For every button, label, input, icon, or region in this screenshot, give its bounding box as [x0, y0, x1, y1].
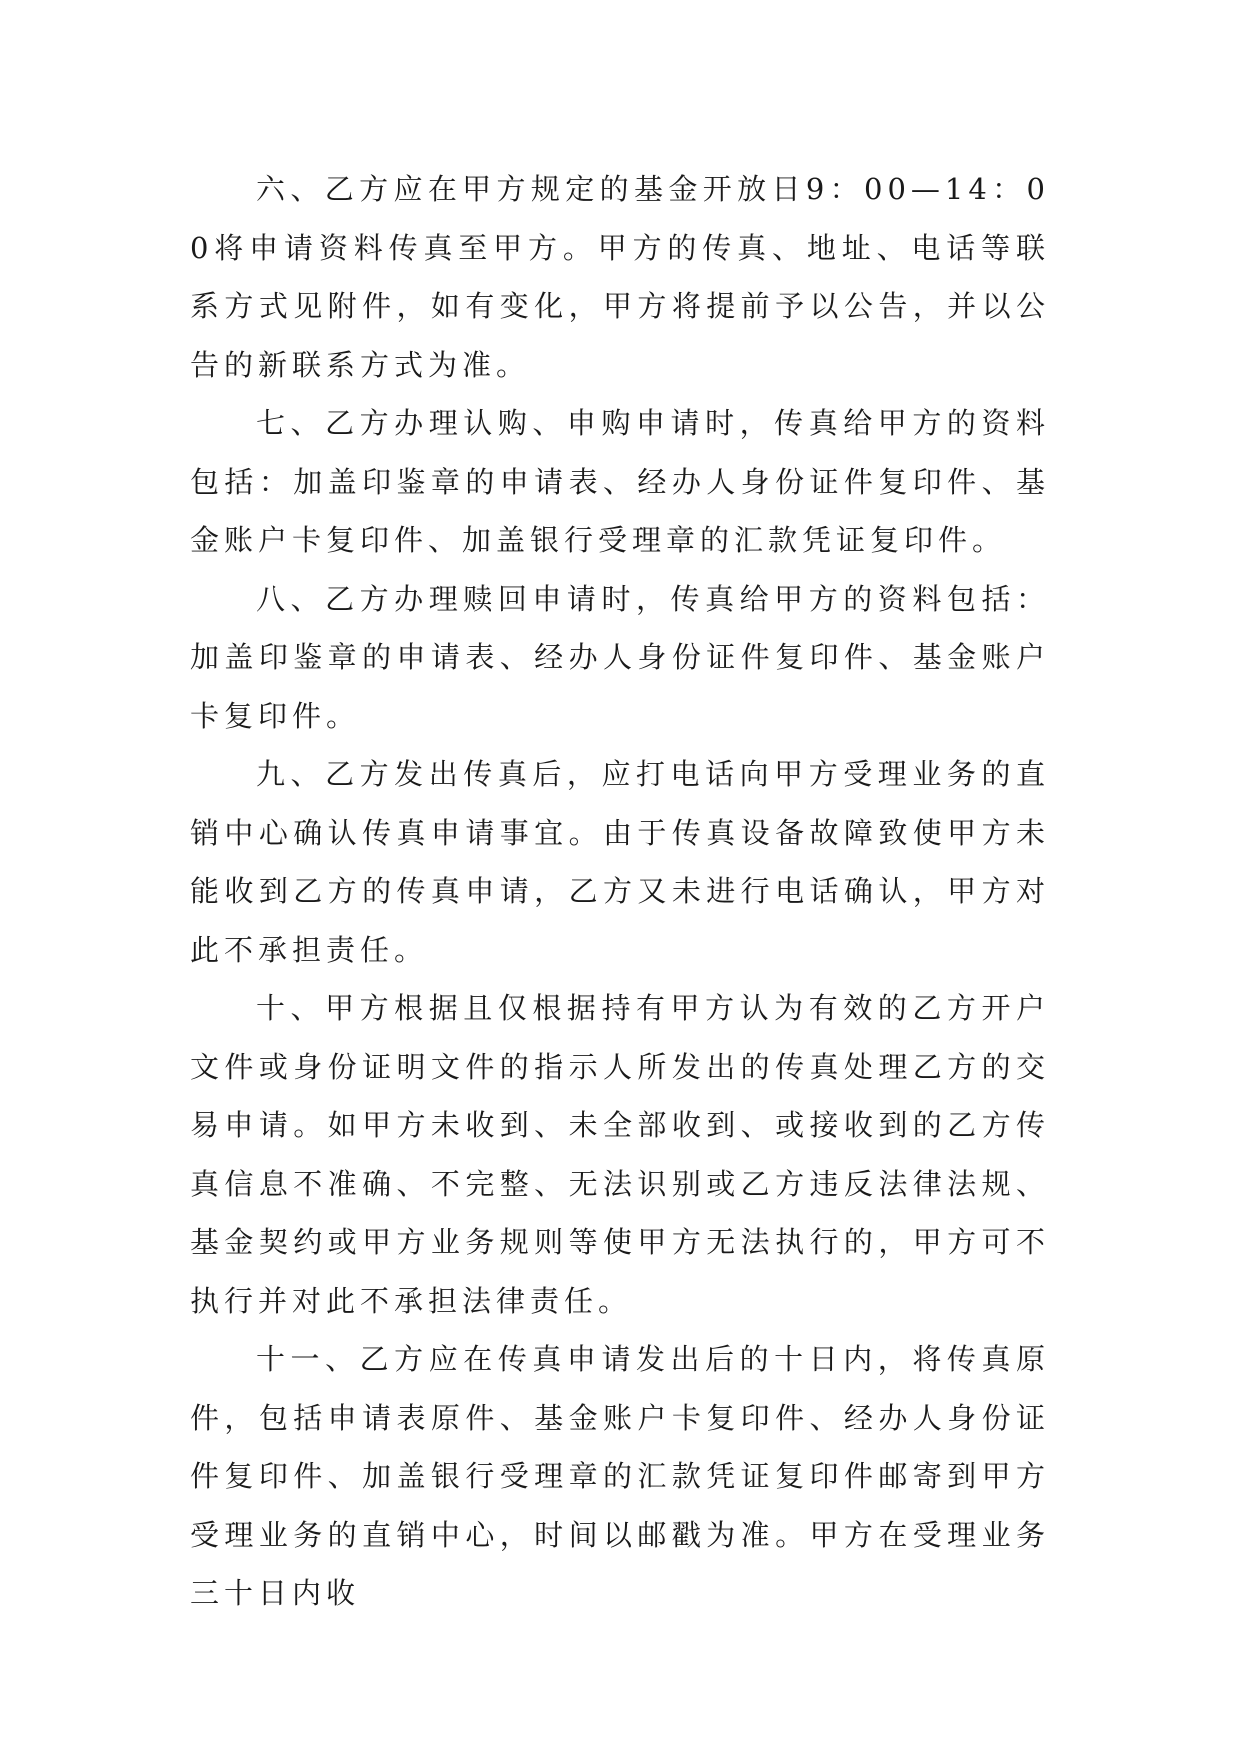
paragraph-six: 六、乙方应在甲方规定的基金开放日9：00—14：00将申请资料传真至甲方。甲方的传真、地址、电话等联系方式见附件，如有变化，甲方将提前予以公告，并以公告的新联系方式为准。: [190, 172, 1050, 382]
document-page: [190, 160, 1050, 1623]
paragraph-eleven: 十一、乙方应在传真申请发出后的十日内，将传真原件，包括申请表原件、基金账户卡复印件、经办人身份证件复印件、加盖银行受理章的汇款凭证复印件邮寄到甲方受理业务的直销中心，时间以邮戳为准。甲方在受理业务三十日内收: [190, 1342, 1050, 1610]
paragraph-eight: 八、乙方办理赎回申请时，传真给甲方的资料包括：加盖印鉴章的申请表、经办人身份证件复印件、基金账户卡复印件。: [190, 581, 1050, 733]
paragraph-seven: 七、乙方办理认购、申购申请时，传真给甲方的资料包括：加盖印鉴章的申请表、经办人身份证件复印件、基金账户卡复印件、加盖银行受理章的汇款凭证复印件。: [190, 406, 1050, 557]
paragraph-ten: 十、甲方根据且仅根据持有甲方认为有效的乙方开户文件或身份证明文件的指示人所发出的传真处理乙方的交易申请。如甲方未收到、未全部收到、或接收到的乙方传真信息不准确、不完整、无法识别或乙方违反法律法规、基金契约或甲方业务规则等使甲方无法执行的，甲方可不执行并对此不承担法律责任。: [190, 991, 1050, 1318]
paragraph-nine: 九、乙方发出传真后，应打电话向甲方受理业务的直销中心确认传真申请事宜。由于传真设备故障致使甲方未能收到乙方的传真申请，乙方又未进行电话确认，甲方对此不承担责任。: [190, 757, 1050, 967]
